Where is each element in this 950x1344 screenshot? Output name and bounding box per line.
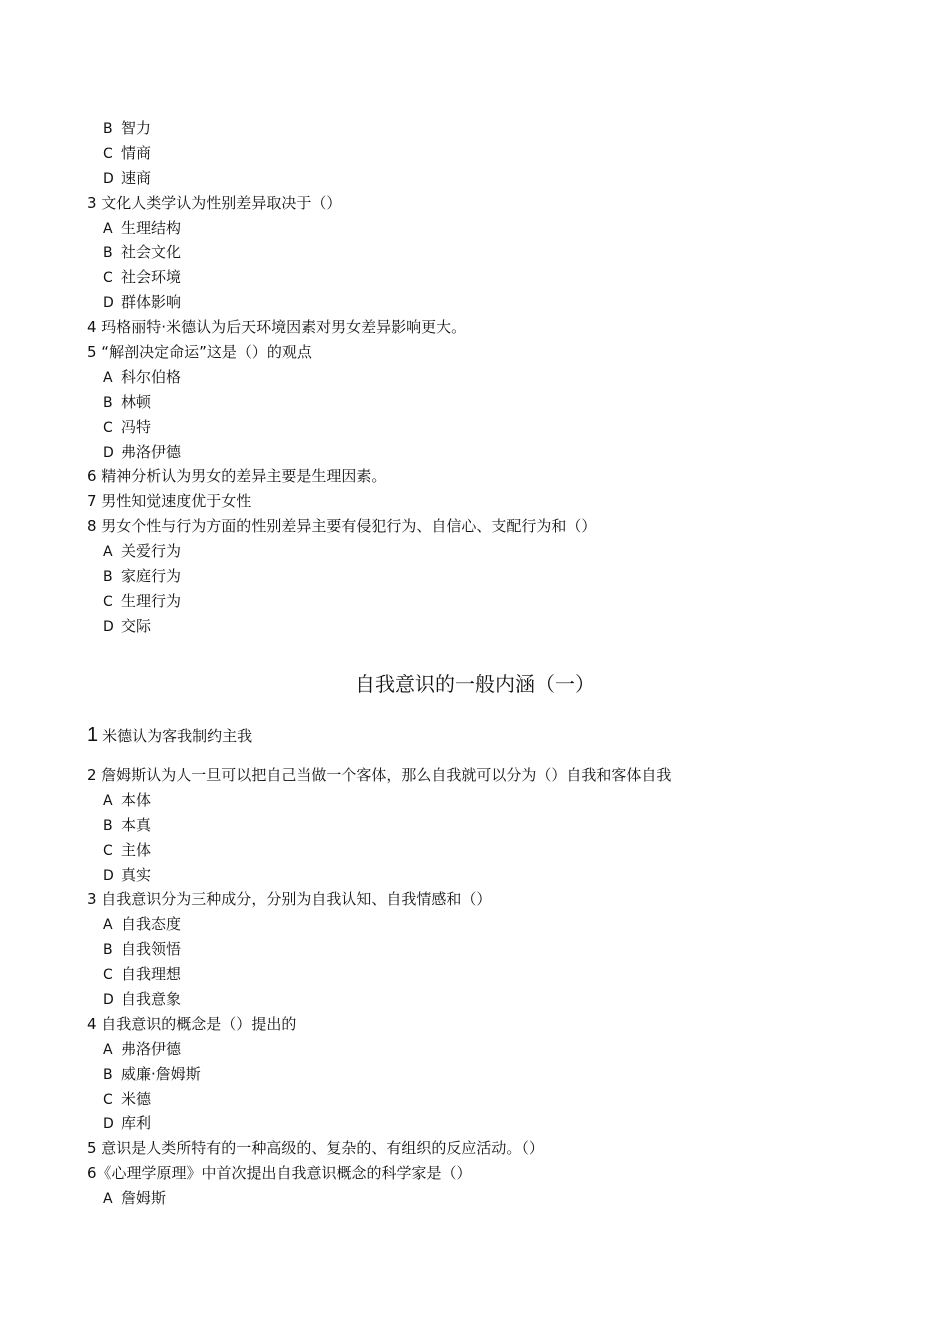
question-text: 5 意识是人类所特有的一种高级的、复杂的、有组织的反应活动。（） bbox=[87, 1139, 544, 1158]
answer-option bbox=[0, 838, 950, 863]
question-text: 3 文化人类学认为性别差异取决于（） bbox=[87, 193, 342, 212]
answer-option bbox=[0, 440, 950, 465]
answer-option bbox=[0, 1087, 950, 1112]
option-letter: C bbox=[103, 270, 113, 287]
question-number: 1 bbox=[87, 724, 99, 746]
option-letter: A bbox=[103, 917, 113, 934]
option-text: 本真 bbox=[121, 815, 152, 834]
answer-option bbox=[0, 539, 950, 564]
option-text: 关爱行为 bbox=[121, 542, 182, 561]
option-text: 弗洛伊德 bbox=[121, 1039, 182, 1058]
question-text: 2 詹姆斯认为人一旦可以把自己当做一个客体，那么自我就可以分为（）自我和客体自我 bbox=[87, 766, 672, 784]
answer-option bbox=[0, 813, 950, 838]
question-item bbox=[0, 1161, 950, 1186]
option-letter: A bbox=[103, 220, 113, 237]
question-text: 6《心理学原理》中首次提出自我意识概念的科学家是（） bbox=[87, 1164, 472, 1183]
question-item bbox=[0, 514, 950, 539]
option-letter: B bbox=[103, 1066, 113, 1083]
option-text: 库利 bbox=[121, 1114, 152, 1133]
option-text: 家庭行为 bbox=[121, 567, 182, 586]
answer-option bbox=[0, 987, 950, 1012]
option-letter: D bbox=[103, 444, 114, 461]
question-text: 7 男性知觉速度优于女性 bbox=[87, 492, 252, 511]
answer-option bbox=[0, 290, 950, 315]
option-letter: D bbox=[103, 1116, 114, 1133]
question-item bbox=[0, 191, 950, 216]
option-letter: D bbox=[103, 295, 114, 312]
question-list-part2 bbox=[0, 763, 950, 1211]
answer-option bbox=[0, 365, 950, 390]
answer-option bbox=[0, 116, 950, 141]
answer-option bbox=[0, 788, 950, 813]
option-text: 情商 bbox=[121, 143, 152, 162]
question-text: 5 “解剖决定命运”这是（）的观点 bbox=[87, 343, 312, 362]
option-letter: C bbox=[103, 145, 113, 162]
option-letter: D bbox=[103, 992, 114, 1009]
answer-option bbox=[0, 937, 950, 962]
option-text: 群体影响 bbox=[121, 293, 182, 312]
option-letter: B bbox=[103, 569, 113, 586]
option-letter: B bbox=[103, 817, 113, 834]
answer-option bbox=[0, 614, 950, 639]
option-letter: A bbox=[103, 369, 113, 386]
question-text: 4 自我意识的概念是（）提出的 bbox=[87, 1014, 297, 1033]
option-letter: B bbox=[103, 245, 113, 262]
answer-option bbox=[0, 1037, 950, 1062]
option-text: 自我领悟 bbox=[121, 940, 182, 959]
answer-option bbox=[0, 240, 950, 265]
answer-option bbox=[0, 1062, 950, 1087]
option-letter: A bbox=[103, 1041, 113, 1058]
option-text: 米德 bbox=[121, 1089, 152, 1108]
option-letter: A bbox=[103, 792, 113, 809]
question-text: 6 精神分析认为男女的差异主要是生理因素。 bbox=[87, 467, 387, 486]
question-list-part1 bbox=[0, 116, 950, 639]
option-letter: D bbox=[103, 618, 114, 635]
option-text: 詹姆斯 bbox=[121, 1189, 167, 1208]
option-letter: A bbox=[103, 1191, 113, 1208]
option-letter: B bbox=[103, 942, 113, 959]
option-letter: C bbox=[103, 593, 113, 610]
question-item bbox=[0, 1136, 950, 1161]
answer-option bbox=[0, 863, 950, 888]
question-item bbox=[87, 724, 252, 747]
option-letter: C bbox=[103, 419, 113, 436]
question-item bbox=[0, 464, 950, 489]
option-letter: C bbox=[103, 967, 113, 984]
option-text: 交际 bbox=[121, 616, 152, 635]
question-text: 8 男女个性与行为方面的性别差异主要有侵犯行为、自信心、支配行为和（） bbox=[87, 517, 597, 536]
question-item bbox=[0, 489, 950, 514]
answer-option bbox=[0, 564, 950, 589]
option-text: 自我态度 bbox=[121, 915, 182, 934]
answer-option bbox=[0, 1111, 950, 1136]
option-text: 科尔伯格 bbox=[121, 367, 182, 386]
section-title: 自我意识的一般内涵（一） bbox=[355, 672, 595, 696]
answer-option bbox=[0, 166, 950, 191]
option-letter: A bbox=[103, 544, 113, 561]
option-text: 社会环境 bbox=[121, 268, 182, 287]
option-letter: D bbox=[103, 867, 114, 884]
option-text: 社会文化 bbox=[121, 243, 182, 262]
question-item bbox=[0, 763, 950, 788]
answer-option bbox=[0, 1186, 950, 1211]
option-text: 本体 bbox=[121, 790, 152, 809]
option-letter: C bbox=[103, 842, 113, 859]
option-text: 威廉·詹姆斯 bbox=[121, 1064, 201, 1083]
question-item bbox=[0, 315, 950, 340]
option-letter: C bbox=[103, 1091, 113, 1108]
answer-option bbox=[0, 962, 950, 987]
question-text: 米德认为客我制约主我 bbox=[102, 727, 253, 745]
option-text: 速商 bbox=[121, 168, 152, 187]
question-item bbox=[0, 1012, 950, 1037]
option-text: 真实 bbox=[121, 865, 152, 884]
option-text: 林顿 bbox=[121, 392, 152, 411]
option-text: 自我理想 bbox=[121, 965, 182, 984]
question-text: 3 自我意识分为三种成分，分别为自我认知、自我情感和（） bbox=[87, 890, 492, 909]
option-text: 生理行为 bbox=[121, 591, 182, 610]
option-letter: D bbox=[103, 170, 114, 187]
answer-option bbox=[0, 141, 950, 166]
option-text: 冯特 bbox=[121, 417, 152, 436]
option-text: 主体 bbox=[121, 840, 152, 859]
option-text: 弗洛伊德 bbox=[121, 442, 182, 461]
option-text: 智力 bbox=[121, 119, 152, 137]
option-text: 自我意象 bbox=[121, 990, 182, 1009]
answer-option bbox=[0, 589, 950, 614]
answer-option bbox=[0, 390, 950, 415]
option-letter: B bbox=[103, 394, 113, 411]
answer-option bbox=[0, 265, 950, 290]
answer-option bbox=[0, 415, 950, 440]
answer-option bbox=[0, 216, 950, 241]
option-letter: B bbox=[103, 121, 113, 137]
question-text: 4 玛格丽特·米德认为后天环境因素对男女差异影响更大。 bbox=[87, 318, 467, 337]
option-text: 生理结构 bbox=[121, 218, 182, 237]
question-item bbox=[0, 340, 950, 365]
question-item bbox=[0, 887, 950, 912]
answer-option bbox=[0, 912, 950, 937]
